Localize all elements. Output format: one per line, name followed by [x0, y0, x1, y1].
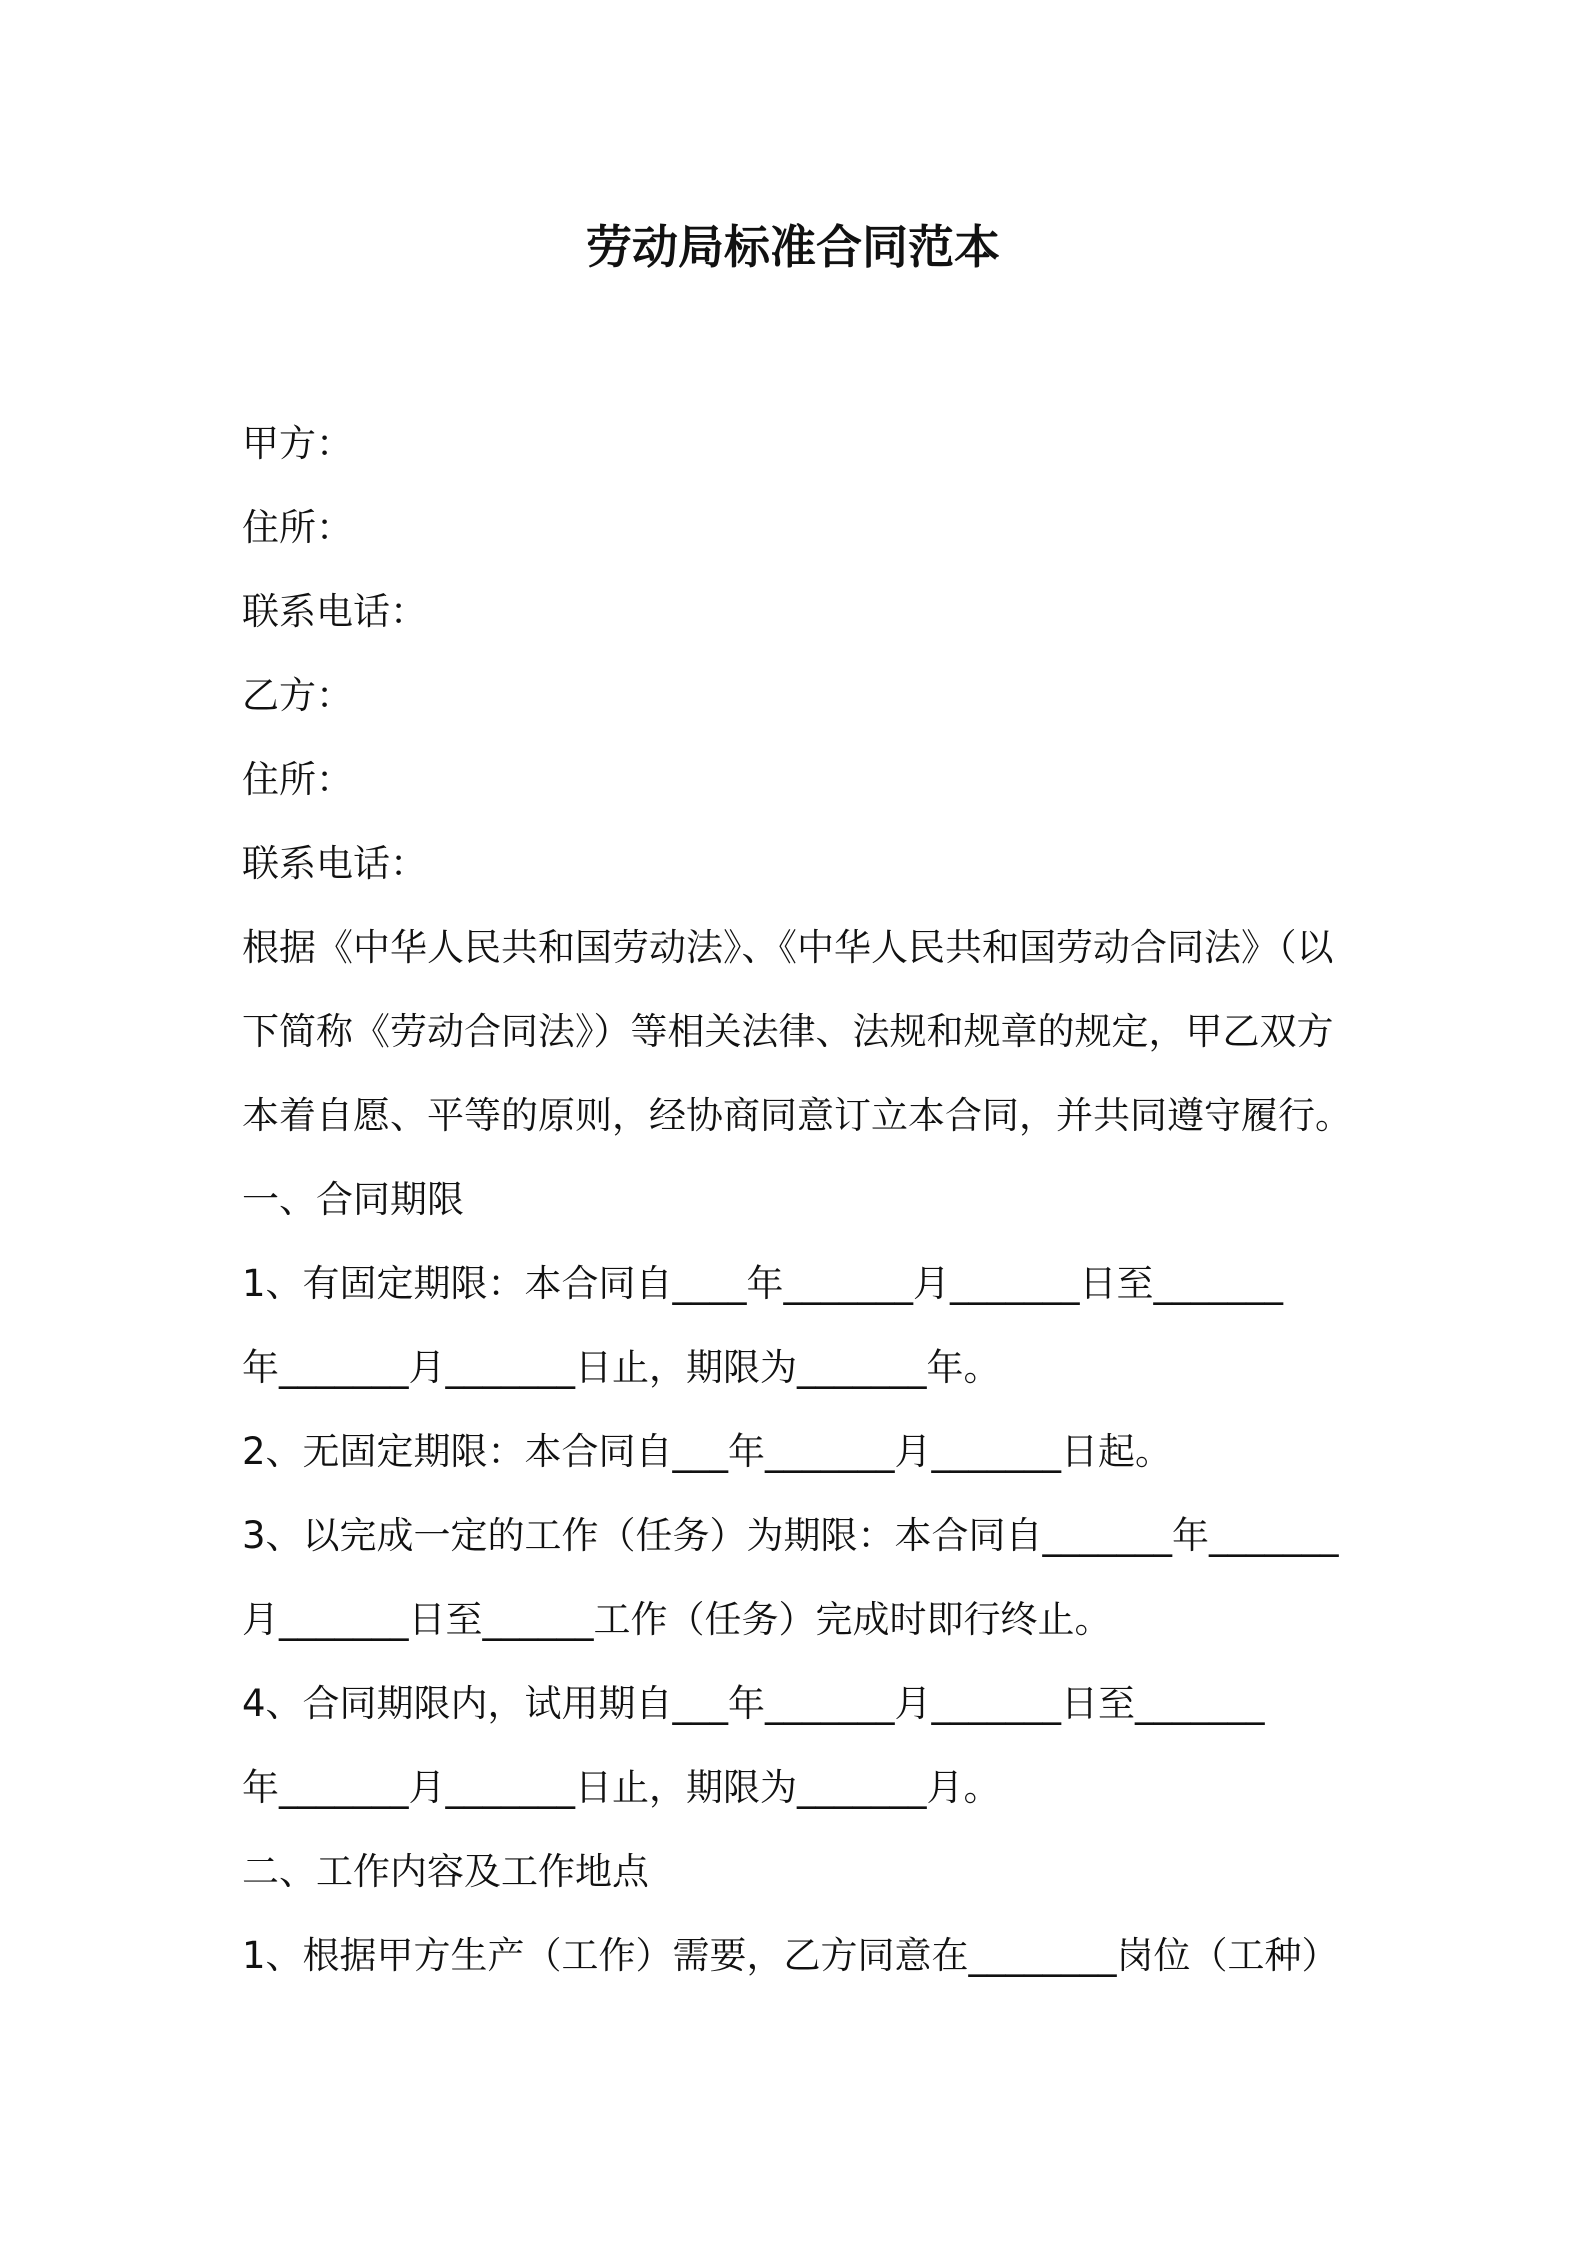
party-b-address-line: 住所：: [242, 758, 353, 801]
clause-task-term-line-2: 月_______日至______工作（任务）完成时即行终止。: [242, 1598, 1112, 1641]
party-a-phone-line: 联系电话：: [242, 590, 427, 633]
clause-fixed-term-line-2: 年_______月_______日止，期限为_______年。: [242, 1346, 1001, 1389]
party-b-phone-line: 联系电话：: [242, 842, 427, 885]
clause-open-term: 2、无固定期限：本合同自___年_______月_______日起。: [242, 1430, 1173, 1473]
document-title: 劳动局标准合同范本: [586, 220, 1000, 274]
preamble-line-2: 下简称《劳动合同法》）等相关法律、法规和规章的规定，甲乙双方: [242, 1010, 1334, 1053]
section-heading-work: 二、工作内容及工作地点: [242, 1850, 649, 1893]
clause-fixed-term-line-1: 1、有固定期限：本合同自____年_______月_______日至_______: [242, 1262, 1284, 1305]
clause-work-position: 1、根据甲方生产（工作）需要，乙方同意在________岗位（工种）: [242, 1934, 1339, 1977]
party-b-line: 乙方：: [242, 674, 353, 717]
clause-task-term-line-1: 3、以完成一定的工作（任务）为期限：本合同自_______年_______: [242, 1514, 1339, 1557]
party-a-address-line: 住所：: [242, 506, 353, 549]
clause-probation-line-1: 4、合同期限内，试用期自___年_______月_______日至_______: [242, 1682, 1265, 1725]
clause-probation-line-2: 年_______月_______日止，期限为_______月。: [242, 1766, 1001, 1809]
preamble-line-1: 根据《中华人民共和国劳动法》、《中华人民共和国劳动合同法》（以: [242, 926, 1334, 969]
section-heading-term: 一、合同期限: [242, 1178, 464, 1221]
document-body: [242, 402, 1362, 1998]
preamble-line-3: 本着自愿、平等的原则，经协商同意订立本合同，并共同遵守履行。: [242, 1094, 1352, 1137]
party-a-line: 甲方：: [242, 422, 353, 465]
